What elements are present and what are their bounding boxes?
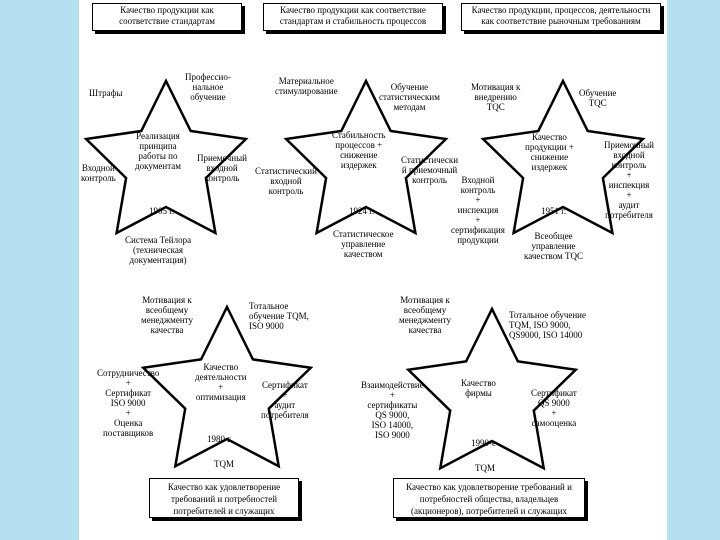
star1-upper-right-label: Профессио- нальное обучение <box>185 72 231 102</box>
bottom-box-society: Качество как удовлетворение требований и потребностей общества, владельцев (акционеров), потребителей и служащих <box>393 478 585 518</box>
star4-right-label: Сертификат + аудит потребителя <box>261 380 309 420</box>
star3-caption: Всеобщее управление качеством TQC <box>524 231 584 261</box>
stars-layer <box>79 0 667 540</box>
star2-upper-right-label: Обучение статистическим методам <box>379 82 440 112</box>
star4-upper-left-label: Мотивация к всеобщему менеджменту качества <box>141 295 194 335</box>
top-box-market: Качество продукции, процессов, деятельности как соответствие рыночным требованиям <box>461 3 661 31</box>
star2-center-label: Стабильность процессов + снижение издержек <box>332 130 386 170</box>
star1-left-label: Входной контроль <box>81 163 116 183</box>
star1-caption: Система Тейлора (техническая документация) <box>125 235 192 265</box>
star4-year: 1980 г. <box>207 434 233 444</box>
star5-right-label: Сертификат QS 9000 + самооценка <box>531 388 577 428</box>
top-box-stability: Качество продукции как соответствие стандартам и стабильность процессов <box>263 3 443 31</box>
star1-year: 1905 г. <box>149 206 175 216</box>
star3-left-label: Входной контроль + инспекция + сертификация продукции <box>451 175 505 245</box>
star5-upper-right-label: Тотальное обучение TQM, ISO 9000, QS9000, ISO 14000 <box>509 310 586 340</box>
star2-right-label: Статистически й приемочный контроль <box>401 155 459 185</box>
star5-upper-left-label: Мотивация к всеобщему менеджменту качества <box>399 295 452 335</box>
star4-caption: TQM <box>214 459 234 469</box>
star3-upper-left-label: Мотивация к внедрению TQC <box>471 82 521 112</box>
top-box-standards: Качество продукции как соответствие стандартам <box>92 3 242 31</box>
star1-center-label: Реализация принципа работы по документам <box>135 131 181 171</box>
star5-center-label: Качество фирмы <box>461 378 496 398</box>
star5-year: 1990-е <box>471 438 496 448</box>
star5-left-label: Взаимодействие + сертификаты QS 9000, ISO 14000, ISO 9000 <box>361 380 424 440</box>
diagram-sheet <box>79 0 667 540</box>
star2-upper-left-label: Материальное стимулирование <box>275 76 338 96</box>
star1-upper-left-label: Штрафы <box>89 88 123 98</box>
star3-right-label: Приемочный входной контроль + инспекция + аудит потребителя <box>604 140 654 220</box>
star4-center-label: Качество деятельности + оптимизация <box>195 362 247 402</box>
star3-upper-right-label: Обучение TQC <box>579 88 617 108</box>
star3-center-label: Качество продукции + снижение издержек <box>525 132 574 172</box>
star4-left-label: Сотрудничество + Сертификат ISO 9000 + Оценка поставщиков <box>97 368 160 438</box>
star3-year: 1951 г. <box>541 206 567 216</box>
bottom-box-consumers: Качество как удовлетворение требований и потребностей потребителей и служащих <box>149 478 299 518</box>
star2-year: 1924 г. <box>349 206 375 216</box>
star5-caption: TQM <box>475 463 495 473</box>
star1-right-label: Приемочный входной контроль <box>197 153 247 183</box>
star4-upper-right-label: Тотальное обучение TQM, ISO 9000 <box>249 301 309 331</box>
star2-caption: Статистическое управление качеством <box>333 229 394 259</box>
star2-left-label: Статистический входной контроль <box>255 166 317 196</box>
